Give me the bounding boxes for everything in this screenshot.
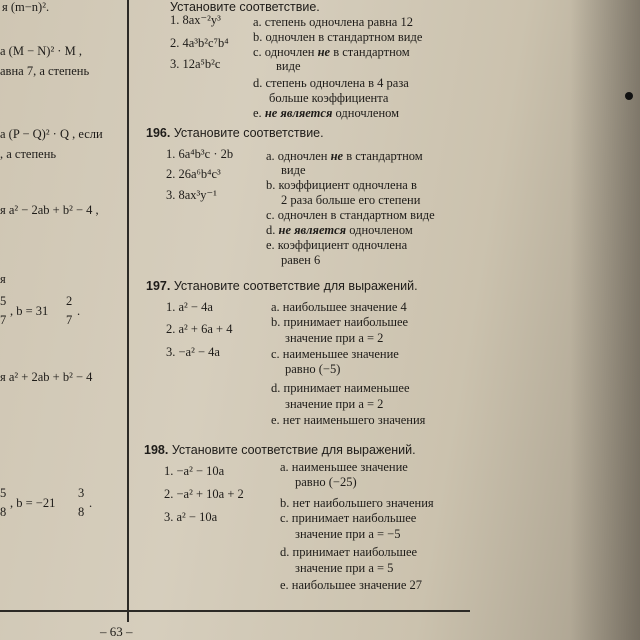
problem-197-item-3: 3. −a² − 4a <box>166 345 220 359</box>
footer-rule <box>0 610 470 612</box>
problem-198-item-3: 3. a² − 10a <box>164 510 218 524</box>
problem-196-item-3: 3. 8ax³y⁻¹ <box>166 188 217 202</box>
emphasis-text: не является <box>264 106 333 120</box>
problem-197-option: c. наименьшее значение <box>271 347 399 361</box>
page-hole <box>625 92 633 100</box>
problem-196-option: 2 раза больше его степени <box>281 193 421 207</box>
problem-198-option: c. принимает наибольшее <box>280 511 417 525</box>
column-divider <box>127 0 129 622</box>
left-line: а (P − Q)² · Q , если <box>0 127 103 141</box>
problem-197-item-1: 1. a² − 4a <box>166 300 213 314</box>
problem-number: 196. <box>146 126 171 140</box>
problem-195-option: b. одночлен в стандартном виде <box>253 30 423 44</box>
problem-195-option: a. степень одночлена равна 12 <box>253 15 413 29</box>
problem-198-title <box>144 443 416 458</box>
problem-195-option: e. не является одночленом <box>253 106 400 120</box>
problem-number: 198. <box>144 443 169 457</box>
left-line: , b = −21 <box>10 496 56 510</box>
left-line: . <box>77 304 81 318</box>
problem-198-item-1: 1. −a² − 10a <box>164 464 225 478</box>
problem-195-item-3: 3. 12a⁵b²c <box>170 57 221 71</box>
left-fraction-num: 5 <box>0 294 7 308</box>
left-line: , а степень <box>0 147 57 161</box>
problem-197-option: значение при a = 2 <box>285 331 384 345</box>
problem-196-heading: Установите соответствие. <box>173 126 324 140</box>
problem-197-title <box>146 279 418 294</box>
problem-196-option: виде <box>281 163 306 177</box>
problem-197-option: значение при a = 2 <box>285 397 384 411</box>
problem-number: 197. <box>146 279 171 293</box>
left-fraction-den: 7 <box>66 313 73 327</box>
left-fraction-num: 3 <box>78 486 85 500</box>
left-fraction-num: 5 <box>0 486 7 500</box>
left-fraction-den: 7 <box>0 313 7 327</box>
problem-197-heading: Установите соответствие для выражений. <box>173 279 418 293</box>
problem-195-option: виде <box>276 59 301 73</box>
problem-195-item-2: 2. 4a³b²c⁷b⁴ <box>170 36 229 50</box>
problem-198-option: a. наименьшее значение <box>280 460 408 474</box>
left-line: я a² + 2ab + b² − 4 <box>0 370 93 384</box>
problem-196-option: b. коэффициент одночлена в <box>266 178 417 192</box>
left-line: , b = 31 <box>10 304 49 318</box>
problem-196-option: c. одночлен в стандартном виде <box>266 208 435 222</box>
problem-198-option: b. нет наибольшего значения <box>280 496 434 510</box>
problem-197-item-2: 2. a² + 6a + 4 <box>166 322 233 336</box>
left-line: я <box>0 272 6 286</box>
problem-198-option: e. наибольшее значение 27 <box>280 578 423 592</box>
emphasis-text: не <box>330 149 344 163</box>
problem-197-option: d. принимает наименьшее <box>271 381 410 395</box>
problem-198-option: равно (−25) <box>295 475 357 489</box>
left-fraction-den: 8 <box>0 505 7 519</box>
page-number: – 63 – <box>100 624 133 639</box>
problem-198-item-2: 2. −a² + 10a + 2 <box>164 487 244 501</box>
problem-196-item-1: 1. 6a⁴b³c · 2b <box>166 147 234 161</box>
problem-196-option: e. коэффициент одночлена <box>266 238 408 252</box>
problem-197-option: e. нет наименьшего значения <box>271 413 426 427</box>
problem-196-option: a. одночлен не в стандартном <box>266 149 423 163</box>
problem-195-option: c. одночлен не в стандартном <box>253 45 410 59</box>
emphasis-text: не является <box>278 223 347 237</box>
left-line: я (m−n)². <box>2 0 50 14</box>
left-fraction-num: 2 <box>66 294 73 308</box>
problem-198-option: значение при a = 5 <box>295 561 394 575</box>
left-line: а (M − N)² · M , <box>0 44 82 58</box>
problem-198-option: d. принимает наибольшее <box>280 545 418 559</box>
problem-197-option: равно (−5) <box>285 362 341 376</box>
problem-198-option: значение при a = −5 <box>295 527 401 541</box>
left-line: авна 7, а степень <box>0 64 90 78</box>
problem-195-title: Установите соответствие. <box>170 0 320 14</box>
left-fraction-den: 8 <box>78 505 85 519</box>
problem-196-title <box>146 126 324 141</box>
left-line: я a² − 2ab + b² − 4 , <box>0 203 99 217</box>
problem-198-heading: Установите соответствие для выражений. <box>171 443 416 457</box>
emphasis-text: не <box>317 45 331 59</box>
problem-196-option: равен 6 <box>281 253 321 267</box>
problem-195-option: больше коэффициента <box>269 91 389 105</box>
problem-195-option: d. степень одночлена в 4 раза <box>253 76 409 90</box>
problem-196-option: d. не является одночленом <box>266 223 413 237</box>
problem-196-item-2: 2. 26a⁶b⁴c³ <box>166 167 221 181</box>
problem-195-item-1: 1. 8ax⁻²y³ <box>170 13 221 27</box>
problem-197-option: a. наибольшее значение 4 <box>271 300 407 314</box>
problem-197-option: b. принимает наибольшее <box>271 315 409 329</box>
left-line: . <box>89 496 93 510</box>
